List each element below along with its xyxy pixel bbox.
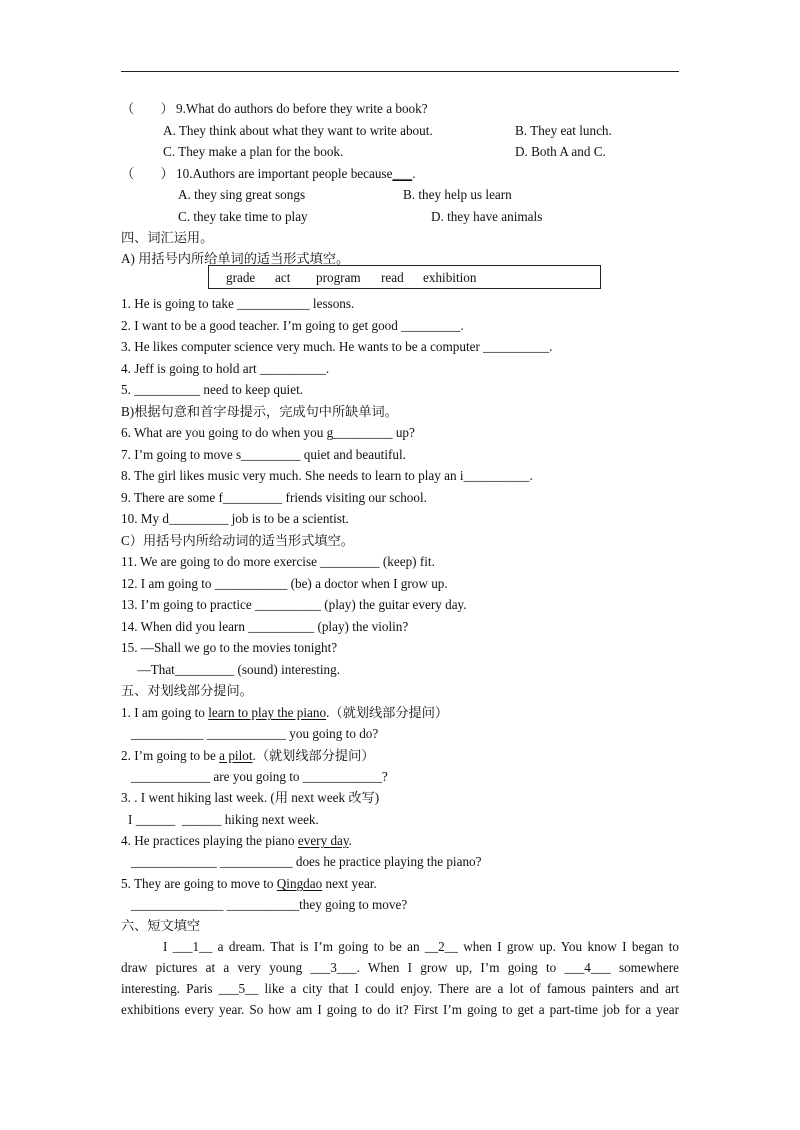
s5-question-3: 3. . I went hiking last week. (用 next week 改写): [121, 790, 380, 805]
header-rule: [121, 71, 679, 72]
item-5: 5. __________ need to keep quiet.: [121, 382, 304, 397]
section4-title: 四、词汇运用。: [121, 230, 214, 245]
q9-option-b: B. They eat lunch.: [515, 123, 612, 138]
passage-line-1: I ___1__ a dream. That is I’m going to be an __2__ when I grow up. You know I began to: [163, 939, 679, 954]
s5-question-2: 2. I’m going to be a pilot.（就划线部分提问）: [121, 748, 375, 763]
s5-question-5: 5. They are going to move to Qingdao next year.: [121, 876, 377, 891]
q9-option-a: A. They think about what they want to write about.: [163, 123, 433, 138]
item-15: 15. —Shall we go to the movies tonight?: [121, 640, 338, 655]
word-box: [208, 265, 601, 289]
q10-option-c: C. they take time to play: [178, 209, 308, 224]
q10-paren: （ ）: [121, 166, 174, 181]
section4-part-c: C）用括号内所给动词的适当形式填空。: [121, 533, 354, 548]
q9-paren: （ ）: [121, 101, 174, 116]
q10-option-d: D. they have animals: [431, 209, 543, 224]
s5-answer-5: ______________ ___________they going to move?: [131, 897, 408, 912]
item-15-reply: —That_________ (sound) interesting.: [121, 662, 341, 677]
item-4: 4. Jeff is going to hold art __________.: [121, 361, 330, 376]
item-14: 14. When did you learn __________ (play) the violin?: [121, 619, 409, 634]
q9-option-c: C. They make a plan for the book.: [163, 144, 344, 159]
item-1: 1. He is going to take ___________ lessons.: [121, 296, 355, 311]
s5-question-1: 1. I am going to learn to play the piano.（就划线部分提问）: [121, 705, 449, 720]
section5-title: 五、对划线部分提问。: [121, 683, 253, 698]
word-box-item: act: [275, 270, 291, 285]
item-7: 7. I’m going to move s_________ quiet and beautiful.: [121, 447, 406, 462]
item-3: 3. He likes computer science very much. He wants to be a computer __________.: [121, 339, 553, 354]
q10-option-a: A. they sing great songs: [178, 187, 306, 202]
section4-part-a: A) 用括号内所给单词的适当形式填空。: [121, 251, 350, 266]
passage-line-4: exhibitions every year. So how am I going to do it? First I’m going to get a part-time job for a year: [121, 1002, 679, 1017]
item-11: 11. We are going to do more exercise _________ (keep) fit.: [121, 554, 435, 569]
s5-answer-3: I ______ ______ hiking next week.: [128, 812, 319, 827]
item-2: 2. I want to be a good teacher. I’m going to get good _________.: [121, 318, 464, 333]
item-6: 6. What are you going to do when you g_________ up?: [121, 425, 415, 440]
s5-answer-2: ____________ are you going to ____________?: [131, 769, 388, 784]
word-box-item: program: [316, 270, 361, 285]
q10-option-b: B. they help us learn: [403, 187, 512, 202]
word-box-item: grade: [226, 270, 256, 285]
s5-answer-1: ___________ ____________ you going to do?: [131, 726, 379, 741]
item-9: 9. There are some f_________ friends visiting our school.: [121, 490, 427, 505]
q10-stem: 10.Authors are important people because___.: [176, 166, 416, 181]
section6-title: 六、短文填空: [121, 918, 201, 933]
q9-option-d: D. Both A and C.: [515, 144, 606, 159]
word-box-item: read: [381, 270, 404, 285]
s5-question-4: 4. He practices playing the piano every day.: [121, 833, 352, 848]
item-10: 10. My d_________ job is to be a scientist.: [121, 511, 349, 526]
passage-line-3: interesting. Paris ___5__ like a city that I could enjoy. There are a lot of famous painters and art: [121, 981, 679, 996]
item-8: 8. The girl likes music very much. She needs to learn to play an i__________.: [121, 468, 533, 483]
passage-line-2: draw pictures at a very young ___3___. When I grow up, I’m going to ___4___ somewhere: [121, 960, 679, 975]
s5-answer-4: _____________ ___________ does he practice playing the piano?: [131, 854, 482, 869]
section4-part-b: B)根据句意和首字母提示，完成句中所缺单词。: [121, 404, 398, 419]
q9-stem: 9.What do authors do before they write a book?: [176, 101, 428, 116]
item-12: 12. I am going to ___________ (be) a doctor when I grow up.: [121, 576, 448, 591]
item-13: 13. I’m going to practice __________ (play) the guitar every day.: [121, 597, 467, 612]
word-box-item: exhibition: [423, 270, 477, 285]
